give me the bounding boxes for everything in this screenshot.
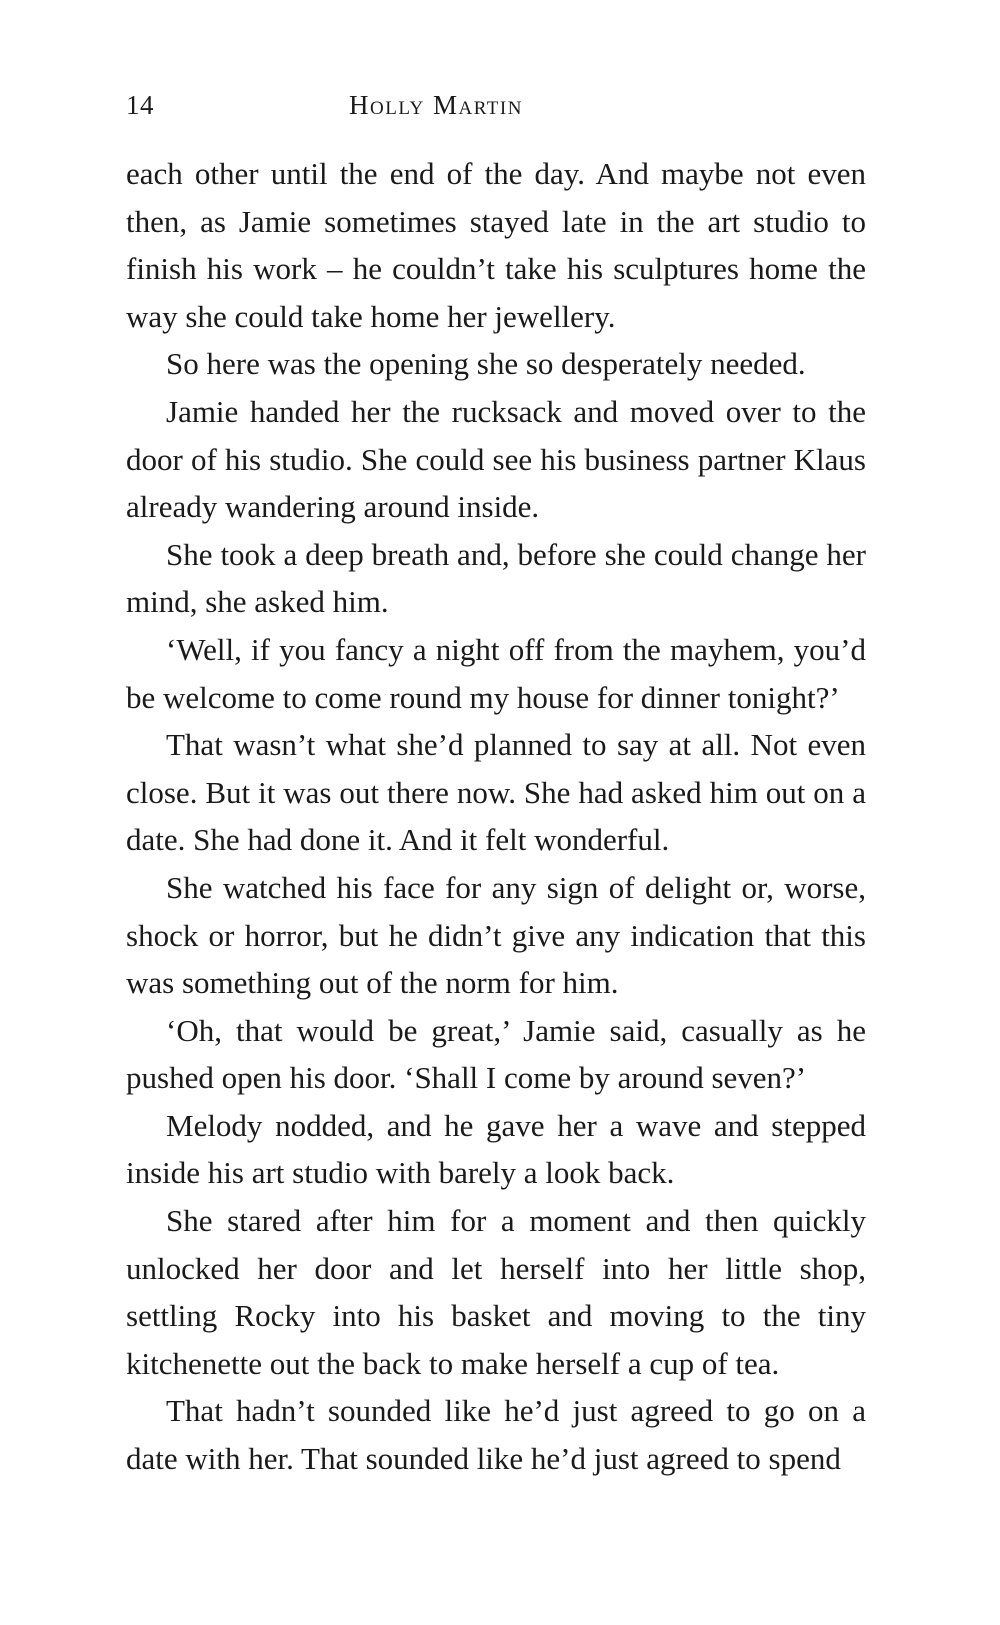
paragraph: That hadn’t sounded like he’d just agreed to go on a date with her. That sounded like he’d just agreed to spend — [126, 1393, 866, 1477]
running-head-author: Holly Martin — [349, 90, 523, 120]
paragraph: each other until the end of the day. And maybe not even then, as Jamie sometimes stayed late in the art studio to finish his work – he couldn’t take his sculptures home the way she could take home her jewellery. — [126, 156, 866, 334]
page-header — [126, 90, 866, 126]
paragraph: She stared after him for a moment and then quickly unlocked her door and let herself into her little shop, settling Rocky into his basket and moving to the tiny kitchenette out the back to make herself a cup of tea. — [126, 1203, 866, 1381]
paragraph: ‘Oh, that would be great,’ Jamie said, casually as he pushed open his door. ‘Shall I come by around seven?’ — [126, 1012, 866, 1096]
body-text — [126, 150, 866, 1483]
paragraph: That wasn’t what she’d planned to say at all. Not even close. But it was out there now. She had asked him out on a date. She had done it. And it felt wonderful. — [126, 727, 866, 858]
paragraph: She watched his face for any sign of delight or, worse, shock or horror, but he didn’t give any indication that this was something out of the norm for him. — [126, 869, 866, 1001]
paragraph: ‘Well, if you fancy a night off from the mayhem, you’d be welcome to come round my house for dinner tonight?’ — [126, 631, 866, 715]
page-number: 14 — [126, 90, 154, 120]
paragraph: Melody nodded, and he gave her a wave and stepped inside his art studio with barely a look back. — [126, 1107, 866, 1191]
paragraph: She took a deep breath and, before she could change her mind, she asked him. — [126, 536, 866, 620]
paragraph: Jamie handed her the rucksack and moved over to the door of his studio. She could see his business partner Klaus already wandering around inside. — [126, 393, 866, 525]
paragraph: So here was the opening she so desperately needed. — [166, 346, 806, 382]
